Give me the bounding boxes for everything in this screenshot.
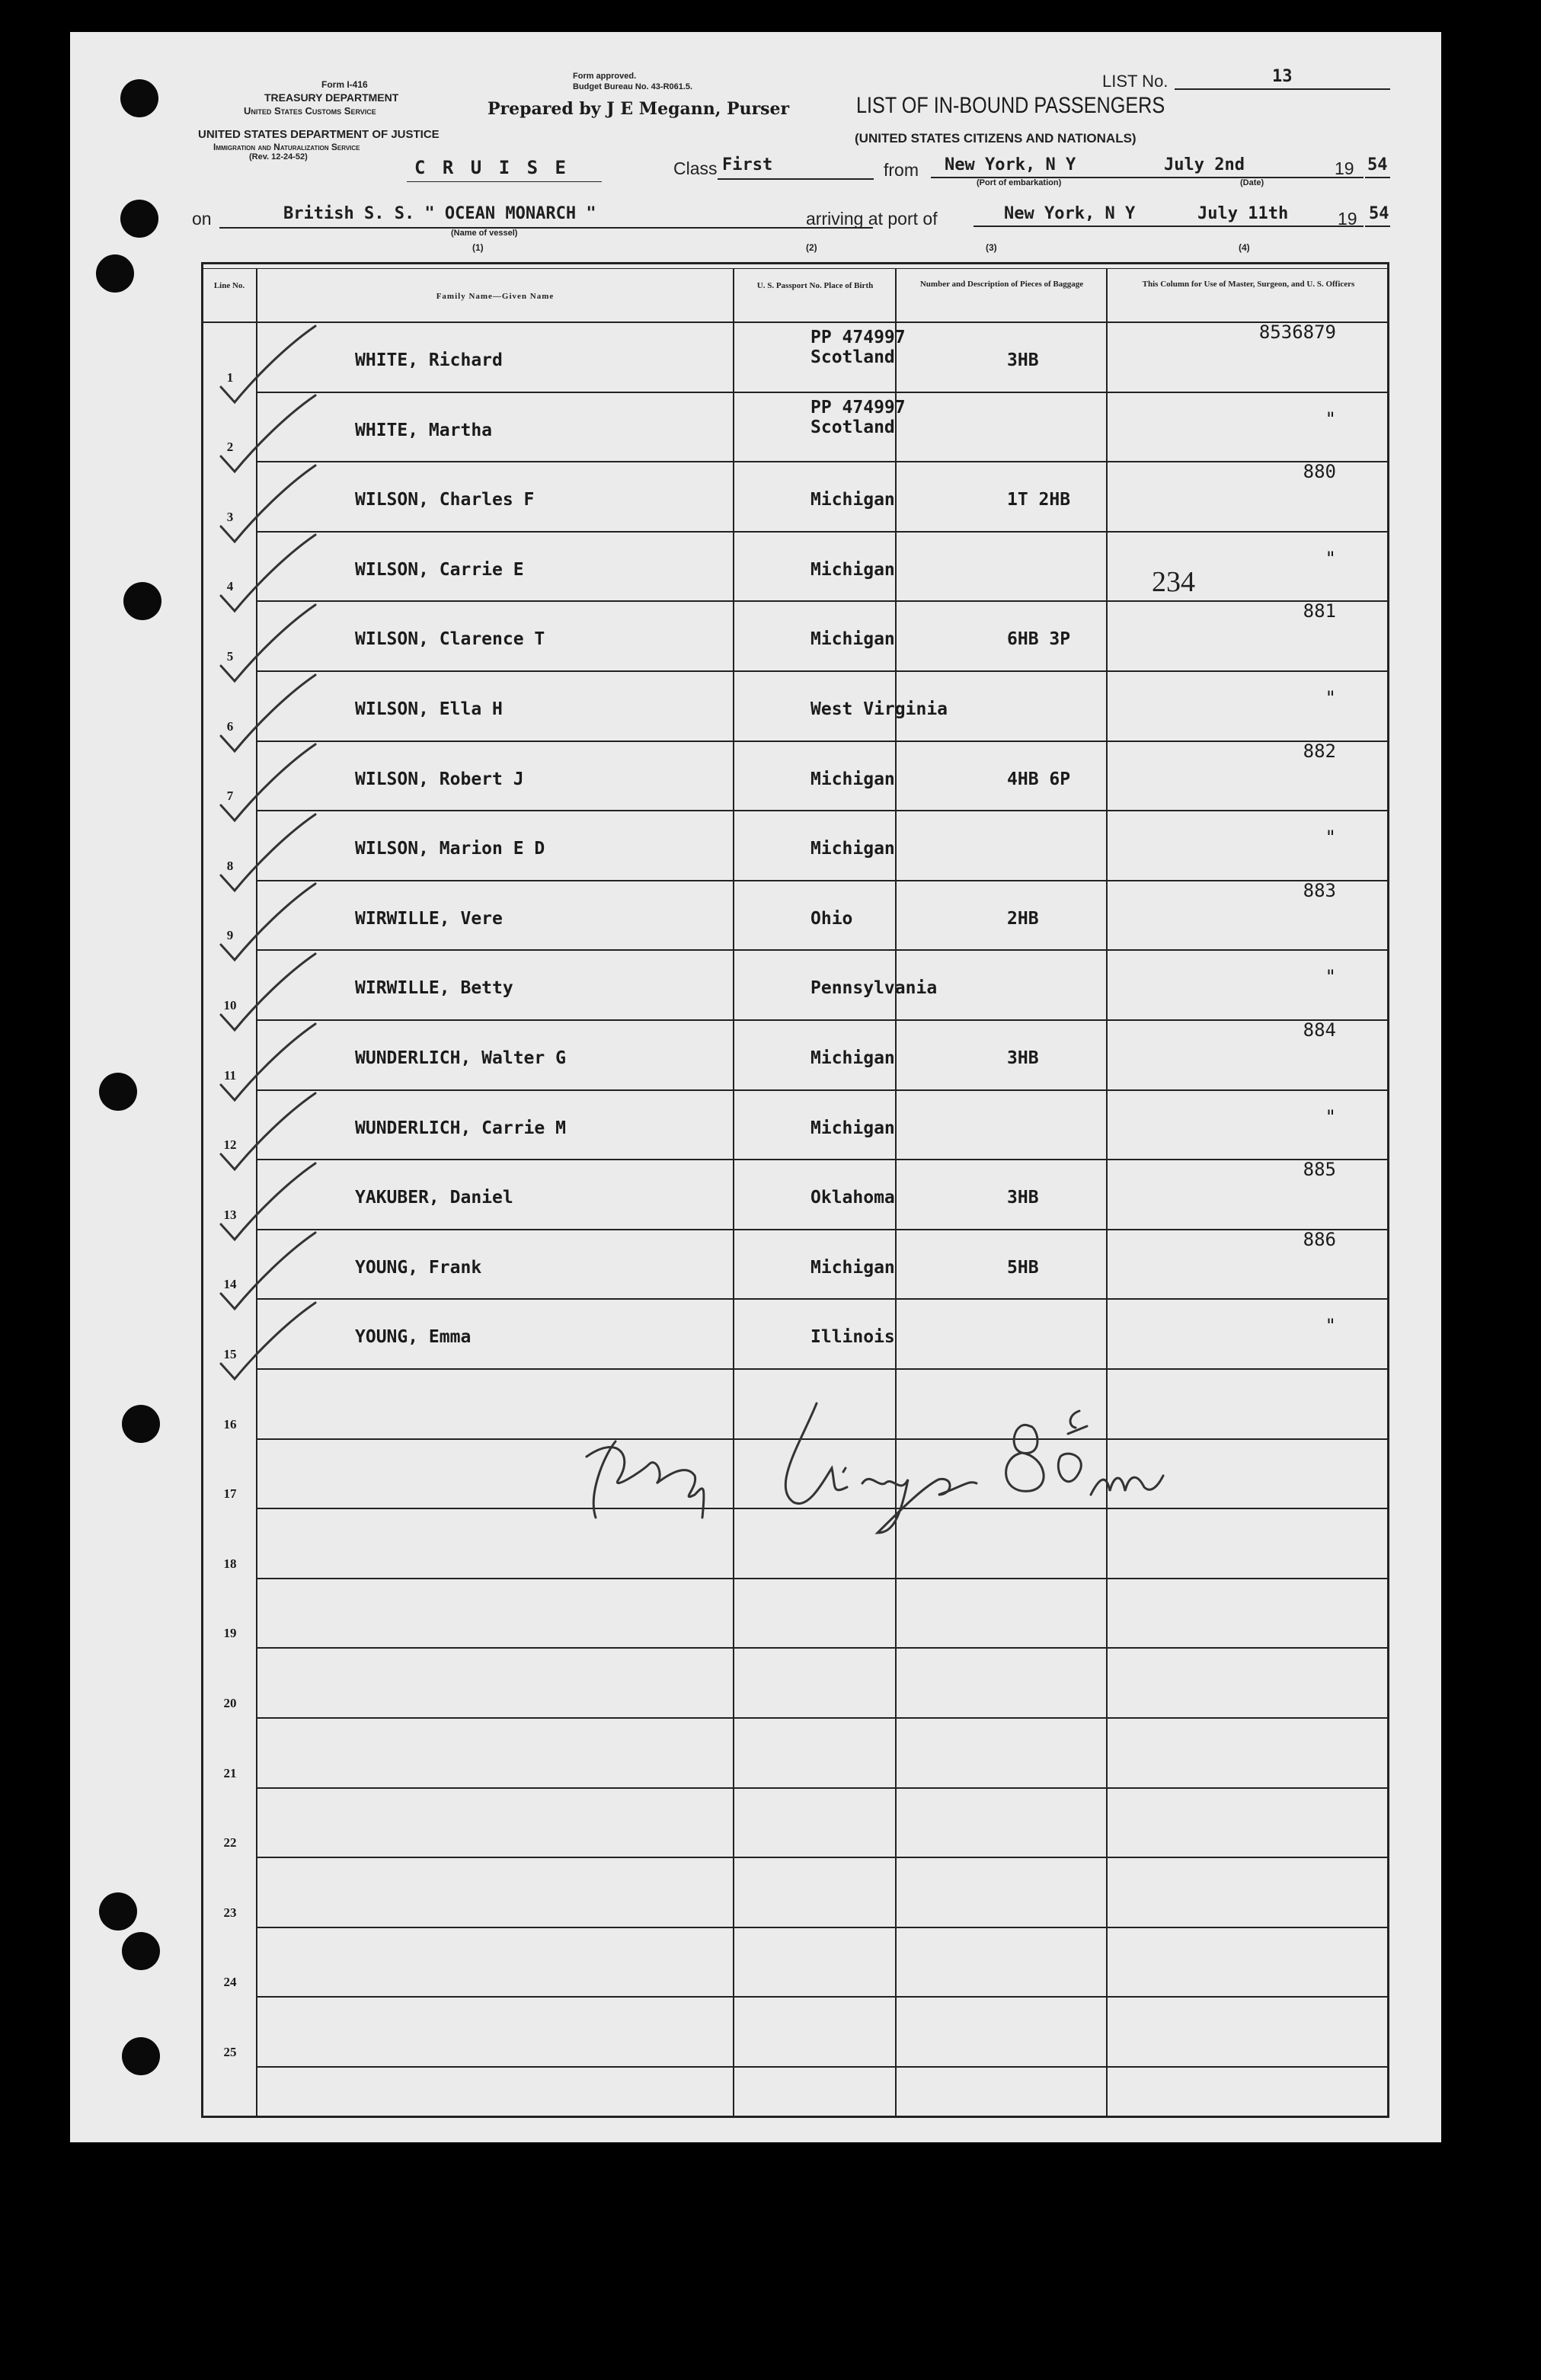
row-line-number: 5	[226, 648, 234, 664]
row-line-number: 4	[226, 579, 234, 594]
passport-number: PP 474997	[810, 397, 906, 417]
table-row	[201, 951, 1389, 1021]
list-no-label: LIST No.	[1102, 72, 1169, 91]
passenger-name: WILSON, Robert J	[355, 769, 524, 789]
budget-bureau: Budget Bureau No. 43-R061.5.	[573, 82, 693, 91]
date-caption: (Date)	[1240, 178, 1264, 187]
officer-entry: 886	[1303, 1228, 1336, 1250]
officer-note-234: 234	[1152, 566, 1195, 598]
prepared-by-value: J E Megann, Purser	[606, 99, 790, 119]
passenger-name: YOUNG, Emma	[355, 1327, 472, 1348]
row-line-number: 22	[223, 1835, 237, 1851]
place-of-birth: Michigan	[810, 629, 895, 650]
passenger-name: WUNDERLICH, Carrie M	[355, 1118, 566, 1138]
place-of-birth: Illinois	[810, 1327, 895, 1348]
table-row	[201, 1789, 1389, 1859]
table-row	[201, 393, 1389, 463]
table-row	[201, 602, 1389, 672]
arrival-date: July 11th	[1197, 204, 1289, 223]
row-line-number: 20	[223, 1695, 237, 1710]
passenger-name: WUNDERLICH, Walter G	[355, 1048, 566, 1068]
table-row	[201, 1579, 1389, 1649]
passenger-name: WIRWILLE, Vere	[355, 908, 503, 929]
punch-hole	[96, 254, 134, 293]
row-line-number: 15	[223, 1346, 237, 1361]
class-value: First	[722, 155, 773, 174]
passenger-name: WILSON, Ella H	[355, 699, 503, 719]
arrival-year-underline	[1365, 226, 1390, 227]
row-line-number: 1	[226, 369, 234, 385]
row-line-number: 18	[223, 1556, 237, 1571]
form-approved: Form approved.	[573, 72, 637, 81]
table-top-inner-line	[201, 268, 1389, 269]
officer-entry: 883	[1303, 879, 1336, 901]
customs-service: United States Customs Service	[244, 105, 376, 117]
table-row	[201, 1998, 1389, 2068]
row-line-number: 9	[226, 928, 234, 943]
row-line-number: 24	[223, 1975, 237, 1990]
manifest-page	[70, 32, 1441, 2142]
officer-entry: 882	[1303, 740, 1336, 762]
punch-hole	[122, 1405, 160, 1443]
punch-hole	[99, 1892, 137, 1931]
from-year-prefix: 19	[1335, 158, 1354, 178]
table-row	[201, 1719, 1389, 1789]
table-row	[201, 1858, 1389, 1928]
row-line-number: 16	[223, 1416, 237, 1432]
arriving-label: arriving at port of	[806, 209, 938, 229]
table-row	[201, 1230, 1389, 1300]
punch-hole	[120, 79, 158, 117]
baggage-count: 3HB	[1007, 1188, 1039, 1208]
row-line-number: 11	[223, 1067, 237, 1083]
officer-entry: 884	[1303, 1019, 1336, 1041]
row-line-number: 7	[226, 789, 234, 804]
row-line-number: 12	[223, 1137, 237, 1153]
table-row	[201, 1928, 1389, 1998]
table-row	[201, 881, 1389, 952]
table-row	[201, 672, 1389, 742]
officer-entry: "	[1325, 1105, 1336, 1128]
col-caption-4: (4)	[1239, 242, 1250, 253]
place-of-birth: Pennsylvania	[810, 978, 938, 999]
col-caption-1: (1)	[472, 242, 484, 253]
place-of-birth: West Virginia	[810, 699, 948, 719]
baggage-count: 2HB	[1007, 908, 1039, 929]
treasury-dept: TREASURY DEPARTMENT	[264, 91, 399, 104]
place-of-birth: Oklahoma	[810, 1188, 895, 1208]
revision-date: (Rev. 12-24-52)	[249, 152, 308, 162]
list-title: LIST OF IN-BOUND PASSENGERS	[856, 93, 1165, 118]
from-year: 54	[1367, 155, 1388, 174]
cruise-underline	[407, 181, 602, 182]
place-of-birth: Michigan	[810, 1118, 895, 1138]
table-row	[201, 1021, 1389, 1091]
punch-hole	[123, 582, 161, 620]
table-row	[201, 533, 1389, 603]
arrival-underline	[974, 226, 1364, 227]
passenger-name: YAKUBER, Daniel	[355, 1188, 513, 1208]
baggage-count: 4HB 6P	[1007, 769, 1071, 789]
passenger-name: WIRWILLE, Betty	[355, 978, 513, 999]
header-baggage: Number and Description of Pieces of Baggage	[919, 280, 1084, 289]
header-officers: This Column for Use of Master, Surgeon, and U. S. Officers	[1142, 280, 1355, 289]
passenger-name: YOUNG, Frank	[355, 1257, 482, 1278]
row-line-number: 8	[226, 858, 234, 873]
table-row	[201, 1649, 1389, 1719]
from-year-underline	[1365, 177, 1390, 178]
officer-entry: 8536879	[1258, 321, 1336, 343]
passenger-name: WHITE, Richard	[355, 350, 503, 370]
arrival-year-prefix: 19	[1338, 209, 1357, 229]
baggage-count: 3HB	[1007, 1048, 1039, 1068]
punch-hole	[99, 1073, 137, 1111]
row-line-number: 14	[223, 1277, 237, 1292]
class-label: Class	[673, 158, 718, 178]
place-of-birth: Ohio	[810, 908, 853, 929]
immigration-service: Immigration and Naturalization Service	[213, 142, 360, 152]
col-caption-2: (2)	[806, 242, 817, 253]
list-no-value: 13	[1272, 67, 1293, 86]
inspector-signature	[542, 1342, 1182, 1540]
place-of-birth: Scotland	[810, 417, 895, 437]
place-of-birth: Michigan	[810, 1048, 895, 1068]
punch-hole	[122, 1932, 160, 1970]
table-row	[201, 462, 1389, 533]
punch-hole	[120, 200, 158, 238]
place-of-birth: Michigan	[810, 1257, 895, 1278]
row-line-number: 25	[223, 2044, 237, 2059]
row-line-number: 2	[226, 440, 234, 455]
vessel-underline	[219, 227, 873, 229]
prepared-by	[488, 99, 789, 119]
place-of-birth: Michigan	[810, 769, 895, 789]
prepared-by-label: Prepared by	[488, 99, 601, 119]
header-passport: U. S. Passport No. Place of Birth	[756, 281, 874, 290]
row-line-number: 6	[226, 718, 234, 734]
officer-entry: "	[1325, 827, 1336, 849]
arrival-year: 54	[1369, 204, 1389, 223]
table-row	[201, 323, 1389, 393]
table-row	[201, 811, 1389, 881]
col-caption-3: (3)	[986, 242, 997, 253]
vessel-name: British S. S. " OCEAN MONARCH "	[283, 204, 596, 223]
row-line-number: 19	[223, 1626, 237, 1641]
row-line-number: 3	[226, 509, 234, 524]
cruise-label: C R U I S E	[414, 157, 569, 178]
port-embarkation-caption: (Port of embarkation)	[977, 178, 1062, 187]
list-no-underline	[1175, 88, 1390, 90]
arrival-port: New York, N Y	[1004, 204, 1136, 223]
from-date: July 2nd	[1164, 155, 1245, 174]
table-row	[201, 1160, 1389, 1230]
passenger-name: WHITE, Martha	[355, 420, 493, 440]
on-label: on	[192, 209, 212, 229]
header-name: Family Name—Given Name	[436, 292, 555, 301]
row-line-number: 21	[223, 1765, 237, 1780]
form-number: Form I-416	[321, 79, 368, 90]
passenger-name: WILSON, Carrie E	[355, 559, 524, 580]
passenger-name: WILSON, Marion E D	[355, 839, 545, 859]
passenger-name: WILSON, Charles F	[355, 490, 535, 510]
row-line-number: 13	[223, 1207, 237, 1222]
list-subtitle: (UNITED STATES CITIZENS AND NATIONALS)	[855, 131, 1137, 146]
officer-entry: "	[1325, 687, 1336, 709]
officer-entry: "	[1325, 408, 1336, 430]
passenger-name: WILSON, Clarence T	[355, 629, 545, 650]
place-of-birth: Michigan	[810, 839, 895, 859]
justice-dept: UNITED STATES DEPARTMENT OF JUSTICE	[198, 128, 440, 141]
passport-number: PP 474997	[810, 328, 906, 347]
table-row	[201, 742, 1389, 812]
place-of-birth: Michigan	[810, 559, 895, 580]
baggage-count: 5HB	[1007, 1257, 1039, 1278]
officer-entry: "	[1325, 966, 1336, 988]
punch-hole	[122, 2037, 160, 2075]
baggage-count: 6HB 3P	[1007, 629, 1071, 650]
officer-entry: "	[1325, 547, 1336, 569]
place-of-birth: Scotland	[810, 347, 895, 367]
baggage-count: 1T 2HB	[1007, 490, 1071, 510]
row-line-number: 23	[223, 1905, 237, 1920]
row-line-number: 10	[223, 997, 237, 1012]
officer-entry: 885	[1303, 1159, 1336, 1181]
baggage-count: 3HB	[1007, 350, 1039, 370]
class-underline	[718, 178, 874, 180]
table-row	[201, 1091, 1389, 1161]
header-line-no: Line No.	[213, 281, 245, 290]
row-line-number: 17	[223, 1486, 237, 1502]
officer-entry: 881	[1303, 600, 1336, 622]
from-label: from	[884, 160, 919, 180]
row-rule	[256, 2066, 1389, 2068]
vessel-caption: (Name of vessel)	[451, 229, 518, 238]
from-port: New York, N Y	[945, 155, 1076, 174]
officer-entry: 880	[1303, 461, 1336, 483]
officer-entry: "	[1325, 1315, 1336, 1337]
place-of-birth: Michigan	[810, 490, 895, 510]
